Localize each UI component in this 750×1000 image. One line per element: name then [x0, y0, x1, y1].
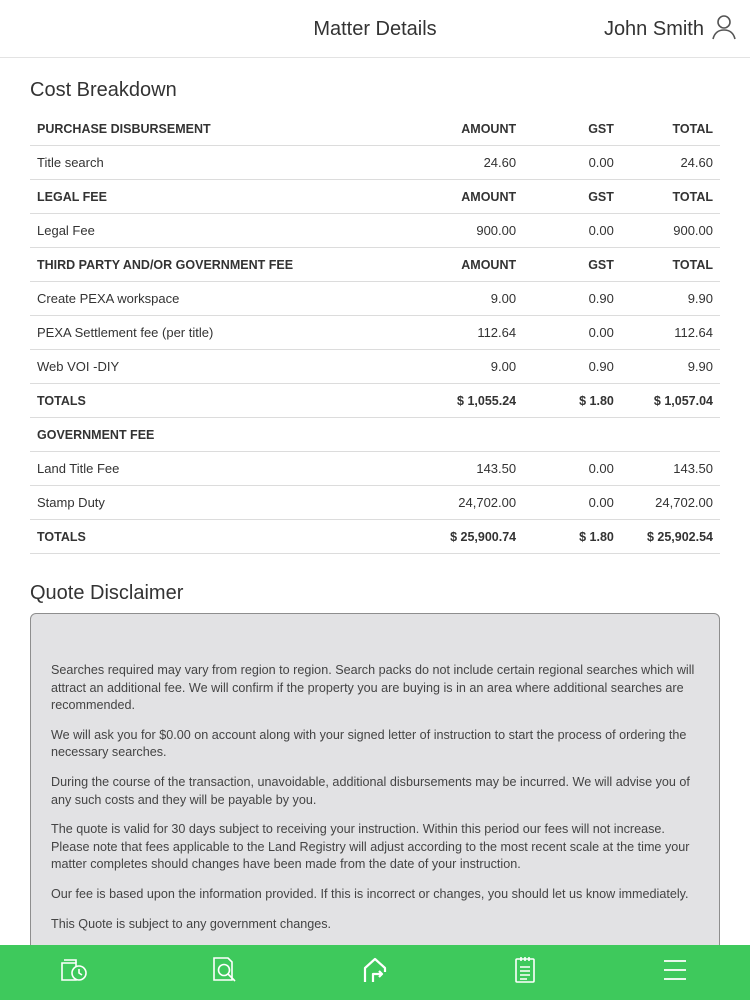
row-label: PURCHASE DISBURSEMENT [30, 112, 397, 146]
total-cell: 24,702.00 [621, 486, 720, 520]
table-section-header [30, 248, 720, 282]
row-label: Web VOI -DIY [30, 350, 397, 384]
gst-cell: GST [523, 180, 621, 214]
disclaimer-paragraph: Searches required may vary from region to region. Search packs do not include certain regional searches which will attract an additional fee. We will confirm if the property you are buying is in an area where additional searches are recommended. [51, 663, 695, 713]
disclaimer-paragraph: Our fee is based upon the information provided. If this is incorrect or changes, you should let us know immediately. [51, 886, 689, 901]
total-cell: TOTAL [621, 180, 720, 214]
amount-cell: 9.00 [397, 282, 523, 316]
bottom-navigation [0, 945, 750, 1000]
user-menu[interactable] [604, 14, 736, 45]
total-cell: $ 1,057.04 [621, 384, 720, 418]
gst-cell: 0.90 [523, 282, 621, 316]
total-cell: 9.90 [621, 350, 720, 384]
table-row [30, 282, 720, 316]
amount-cell [397, 418, 523, 452]
table-row [30, 316, 720, 350]
quote-disclaimer-box[interactable] [30, 613, 720, 945]
row-label: Land Title Fee [30, 452, 397, 486]
gst-cell: 0.00 [523, 214, 621, 248]
row-label: Stamp Duty [30, 486, 397, 520]
page-title: Matter Details [313, 18, 437, 40]
hamburger-menu-icon [662, 958, 688, 987]
nav-document-search[interactable] [195, 945, 255, 1000]
quote-disclaimer-title: Quote Disclaimer [30, 582, 184, 604]
cost-breakdown-table [30, 112, 720, 554]
gst-cell [523, 418, 621, 452]
table-totals-row [30, 384, 720, 418]
total-cell: 9.90 [621, 282, 720, 316]
gst-cell: GST [523, 248, 621, 282]
nav-menu[interactable] [645, 945, 705, 1000]
amount-cell: AMOUNT [397, 180, 523, 214]
total-cell: 24.60 [621, 146, 720, 180]
amount-cell: 143.50 [397, 452, 523, 486]
gst-cell: $ 1.80 [523, 384, 621, 418]
disclaimer-paragraph: We will ask you for $0.00 on account along with your signed letter of instruction to start the process of ordering the necessary searches. [51, 727, 687, 760]
total-cell: TOTAL [621, 248, 720, 282]
row-label: THIRD PARTY AND/OR GOVERNMENT FEE [30, 248, 397, 282]
nav-timer-documents[interactable] [45, 945, 105, 1000]
disclaimer-paragraph: This Quote is subject to any government changes. [51, 916, 332, 931]
table-section-header [30, 180, 720, 214]
table-row [30, 452, 720, 486]
amount-cell: 24.60 [397, 146, 523, 180]
amount-cell: 900.00 [397, 214, 523, 248]
table-totals-row [30, 520, 720, 554]
table-row [30, 214, 720, 248]
row-label: TOTALS [30, 384, 397, 418]
total-cell: $ 25,902.54 [621, 520, 720, 554]
table-row [30, 350, 720, 384]
amount-cell: $ 25,900.74 [397, 520, 523, 554]
gst-cell: GST [523, 112, 621, 146]
app-header [0, 0, 750, 58]
amount-cell: $ 1,055.24 [397, 384, 523, 418]
nav-clipboard[interactable] [495, 945, 555, 1000]
amount-cell: 112.64 [397, 316, 523, 350]
total-cell: 900.00 [621, 214, 720, 248]
row-label: GOVERNMENT FEE [30, 418, 397, 452]
user-name: John Smith [603, 18, 704, 40]
total-cell [621, 418, 720, 452]
document-search-icon [211, 956, 239, 989]
gst-cell: 0.90 [523, 350, 621, 384]
row-label: LEGAL FEE [30, 180, 397, 214]
total-cell: 143.50 [621, 452, 720, 486]
home-arrow-icon [362, 956, 388, 989]
row-label: TOTALS [30, 520, 397, 554]
row-label: Title search [30, 146, 397, 180]
gst-cell: 0.00 [523, 146, 621, 180]
gst-cell: 0.00 [523, 452, 621, 486]
amount-cell: 9.00 [397, 350, 523, 384]
clipboard-icon [513, 956, 537, 989]
matter-content[interactable] [0, 57, 750, 945]
gst-cell: $ 1.80 [523, 520, 621, 554]
cost-breakdown-title: Cost Breakdown [30, 79, 177, 101]
total-cell: TOTAL [621, 112, 720, 146]
amount-cell: AMOUNT [397, 112, 523, 146]
table-section-header [30, 112, 720, 146]
disclaimer-paragraph: During the course of the transaction, unavoidable, additional disbursements may be incurred. We will advise you of any such costs and they will be payable by you. [51, 774, 690, 807]
row-label: Create PEXA workspace [30, 282, 397, 316]
total-cell: 112.64 [621, 316, 720, 350]
gst-cell: 0.00 [523, 486, 621, 520]
amount-cell: AMOUNT [397, 248, 523, 282]
gst-cell: 0.00 [523, 316, 621, 350]
table-row [30, 486, 720, 520]
table-row [30, 146, 720, 180]
disclaimer-paragraph: The quote is valid for 30 days subject to receiving your instruction. Within this period our fees will not increase. Please note that fees applicable to the Land Registry will adjust according to the most recent scale at the time your matter completes should changes have been made from the date of your instruction. [51, 822, 690, 872]
row-label: PEXA Settlement fee (per title) [30, 316, 397, 350]
table-section-header [30, 418, 720, 452]
timer-documents-icon [60, 956, 90, 989]
amount-cell: 24,702.00 [397, 486, 523, 520]
nav-home[interactable] [345, 945, 405, 1000]
row-label: Legal Fee [30, 214, 397, 248]
user-icon [712, 14, 736, 45]
